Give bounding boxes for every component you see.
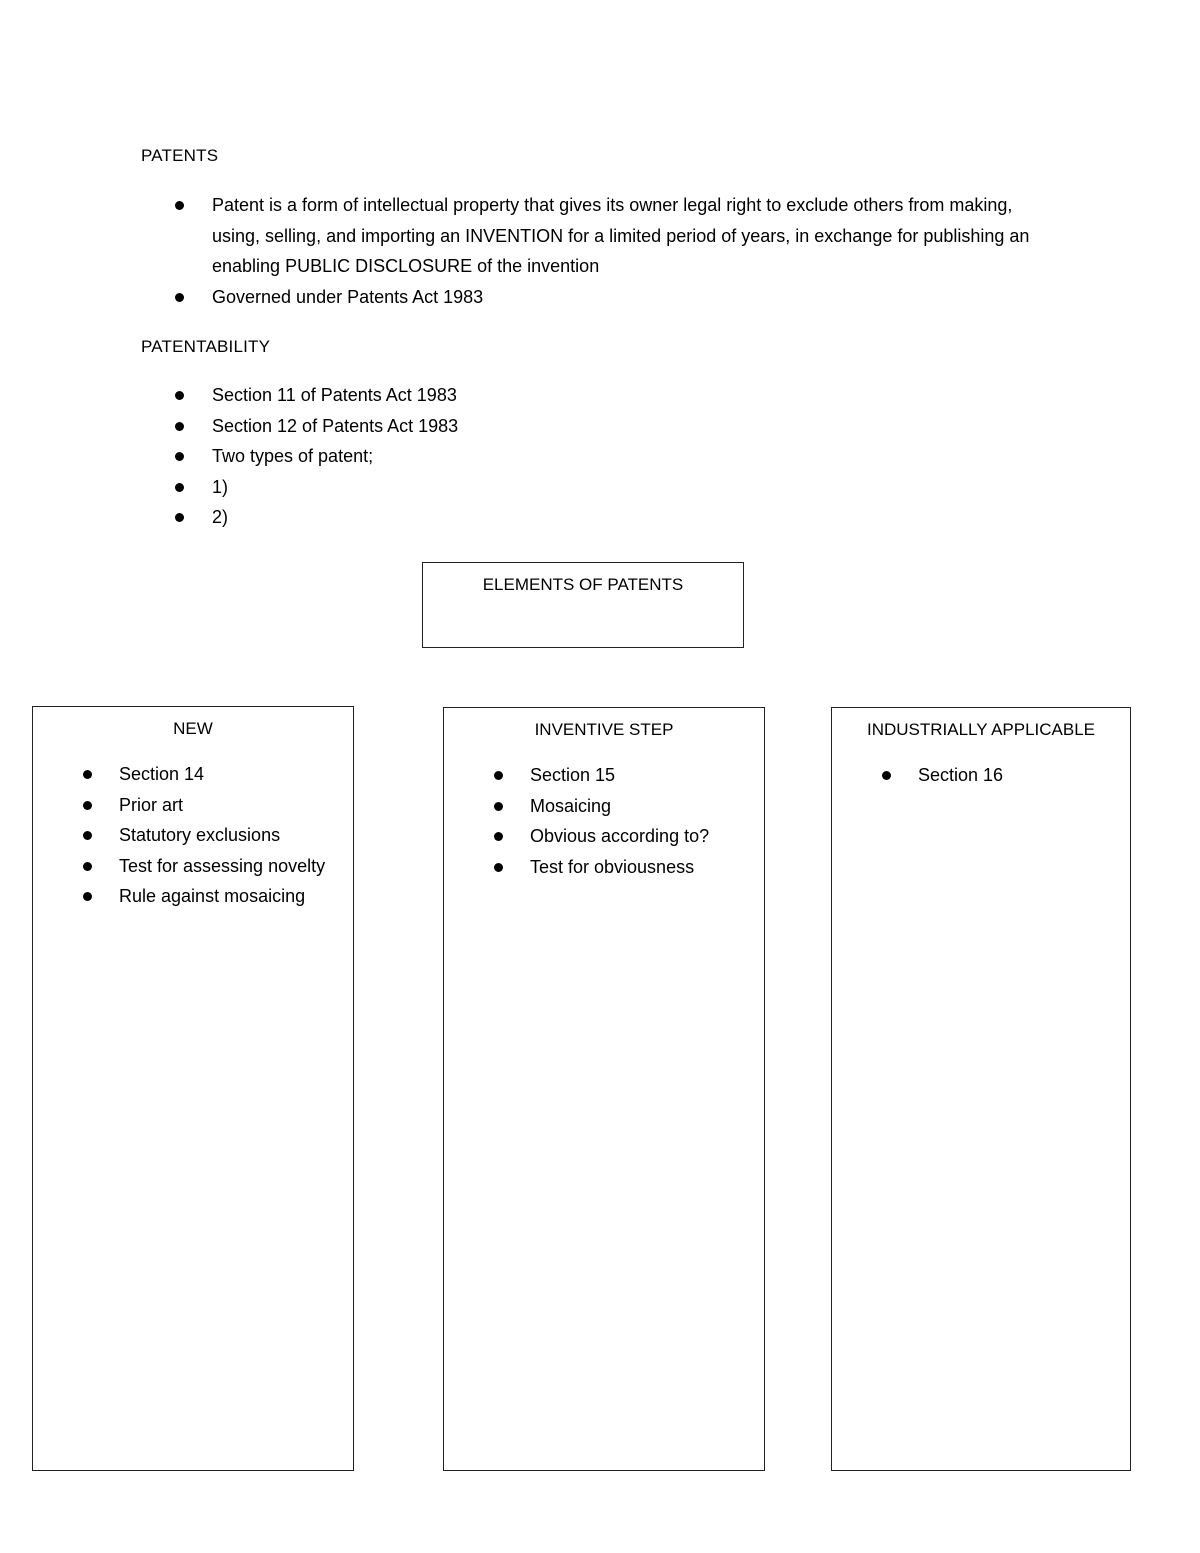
list-item xyxy=(83,881,353,912)
bullet-icon xyxy=(494,802,503,811)
list-item xyxy=(83,759,353,790)
list-item-text: Governed under Patents Act 1983 xyxy=(212,286,484,307)
list-item-text: Obvious according to? xyxy=(530,826,710,846)
list-item-text: Section 14 xyxy=(119,764,205,784)
bullet-icon xyxy=(494,771,503,780)
list-item-text: 2) xyxy=(212,507,229,527)
list-item xyxy=(175,380,775,411)
list-item xyxy=(494,852,764,883)
list-item-text: 1) xyxy=(212,476,229,497)
bullet-icon xyxy=(83,801,92,810)
list-item-text: Section 16 xyxy=(918,765,1004,785)
list-item xyxy=(175,282,1055,313)
patents-bullet-list xyxy=(175,190,1055,312)
bullet-icon xyxy=(175,483,184,492)
list-item xyxy=(175,472,775,503)
list-item-text: Section 11 of Patents Act 1983 xyxy=(212,385,457,405)
bullet-icon xyxy=(175,452,184,461)
patents-heading: PATENTS xyxy=(141,146,219,165)
list-item-text: Test for obviousness xyxy=(530,856,695,877)
bullet-icon xyxy=(175,293,184,302)
elements-of-patents-box xyxy=(422,562,744,648)
industrially-applicable-column-box xyxy=(831,707,1131,1471)
bullet-icon xyxy=(83,862,92,871)
list-item xyxy=(494,821,764,852)
patentability-heading: PATENTABILITY xyxy=(141,337,271,356)
bullet-icon xyxy=(83,831,92,840)
bullet-icon xyxy=(494,863,503,872)
new-column-list xyxy=(83,759,353,912)
industrially-applicable-column-title: INDUSTRIALLY APPLICABLE xyxy=(866,720,1096,739)
inventive-step-column-list xyxy=(494,760,764,882)
list-item-text: Section 12 of Patents Act 1983 xyxy=(212,415,459,436)
list-item xyxy=(83,820,353,851)
industrially-applicable-column-list xyxy=(882,760,1130,791)
list-item-text: Test for assessing novelty xyxy=(119,855,326,876)
patentability-bullet-list xyxy=(175,380,775,533)
list-item xyxy=(83,790,353,821)
bullet-icon xyxy=(175,422,184,431)
bullet-icon xyxy=(83,892,92,901)
list-item xyxy=(83,851,353,882)
bullet-icon xyxy=(494,832,503,841)
list-item-text: Statutory exclusions xyxy=(119,825,281,845)
list-item xyxy=(175,411,775,442)
list-item-text: Patent is a form of intellectual property that gives its owner legal right to exclude others from making, using, selling, and importing an INVENTION for a limited period of years, in exchange for publishing an enabling PUBLIC DISCLOSURE of the invention xyxy=(212,195,1030,276)
inventive-step-column-title: INVENTIVE STEP xyxy=(534,720,674,739)
bullet-icon xyxy=(175,513,184,522)
list-item-text: Mosaicing xyxy=(530,795,612,816)
new-column-title: NEW xyxy=(173,719,213,738)
elements-of-patents-title: ELEMENTS OF PATENTS xyxy=(482,575,684,594)
list-item xyxy=(175,190,1055,282)
list-item xyxy=(175,441,775,472)
bullet-icon xyxy=(83,770,92,779)
bullet-icon xyxy=(175,391,184,400)
list-item-text: Rule against mosaicing xyxy=(119,886,306,906)
list-item xyxy=(494,760,764,791)
list-item-text: Section 15 xyxy=(530,765,616,785)
list-item-text: Prior art xyxy=(119,794,184,815)
bullet-icon xyxy=(882,771,891,780)
list-item-text: Two types of patent; xyxy=(212,446,374,466)
list-item xyxy=(494,791,764,822)
list-item xyxy=(882,760,1130,791)
new-column-box xyxy=(32,706,354,1471)
bullet-icon xyxy=(175,201,184,210)
inventive-step-column-box xyxy=(443,707,765,1471)
list-item xyxy=(175,502,775,533)
